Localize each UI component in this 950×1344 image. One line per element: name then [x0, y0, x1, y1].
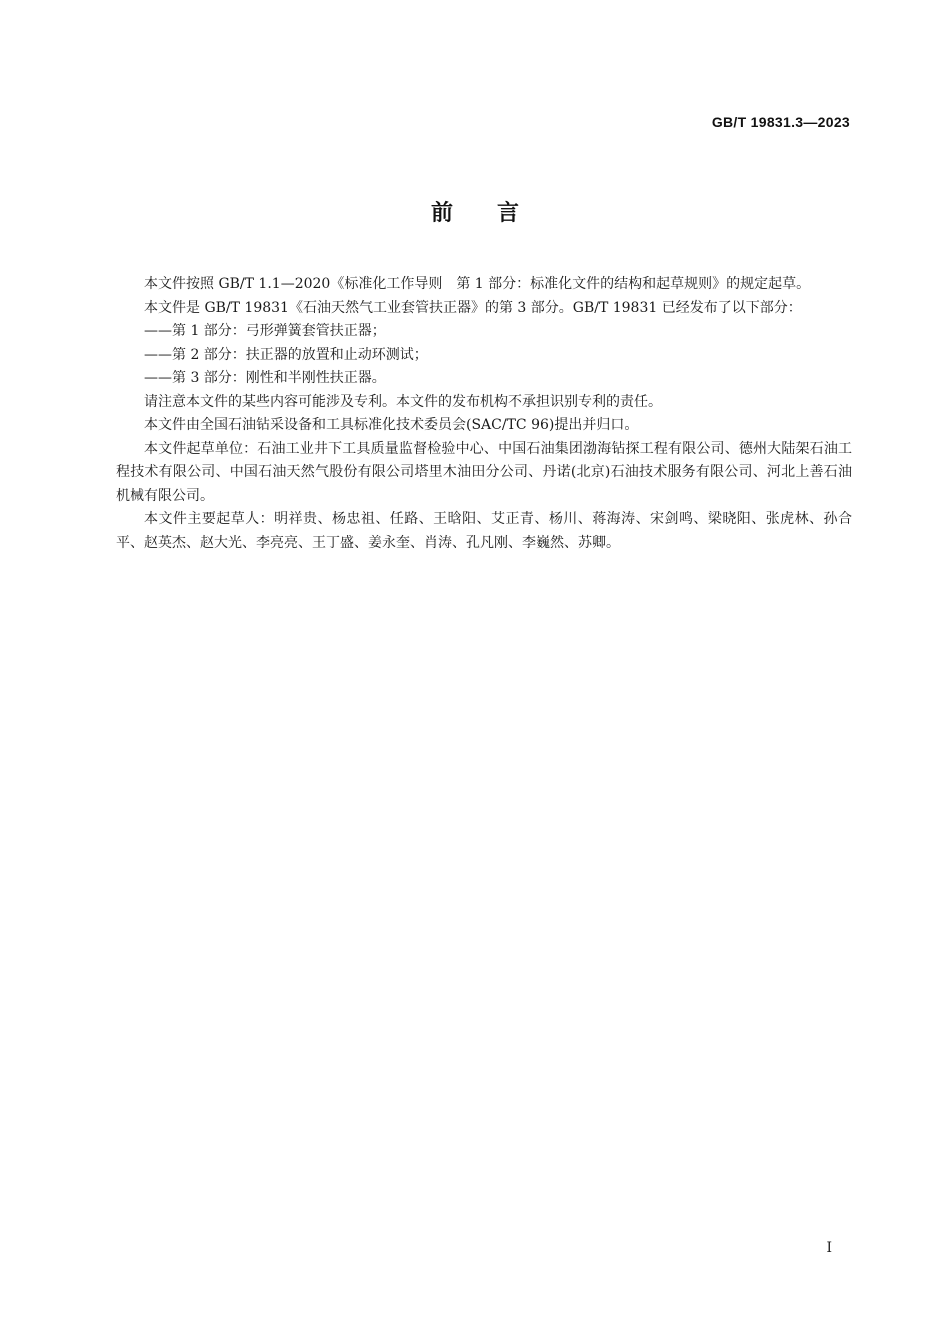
- paragraph-drafters: 本文件主要起草人：明祥贵、杨忠祖、任路、王晗阳、艾正青、杨川、蒋海涛、宋剑鸣、梁晓阳、张虎林、孙合平、赵英杰、赵大光、李亮亮、王丁盛、姜永奎、肖涛、孔凡刚、李巍然、苏卿。: [116, 511, 852, 551]
- paragraph-drafting-units: 本文件起草单位：石油工业井下工具质量监督检验中心、中国石油集团渤海钻探工程有限公司、德州大陆架石油工程技术有限公司、中国石油天然气股份有限公司塔里木油田分公司、丹诺(北京)石油技术服务有限公司、河北上善石油机械有限公司。: [116, 440, 852, 504]
- paragraph-committee: 本文件由全国石油钻采设备和工具标准化技术委员会(SAC/TC 96)提出并归口。: [144, 417, 639, 433]
- list-item-part-1: ——第 1 部分：弓形弹簧套管扶正器；: [144, 323, 386, 339]
- page-number: I: [826, 1240, 832, 1256]
- paragraph-drafting-rules: 本文件按照 GB/T 1.1—2020《标准化工作导则 第 1 部分：标准化文件的结构和起草规则》的规定起草。: [144, 276, 811, 292]
- paragraph-patent-notice: 请注意本文件的某些内容可能涉及专利。本文件的发布机构不承担识别专利的责任。: [144, 393, 662, 410]
- page-title: 前言: [430, 201, 563, 226]
- list-item-part-2: ——第 2 部分：扶正器的放置和止动环测试；: [144, 346, 428, 363]
- paragraph-series-info: 本文件是 GB/T 19831《石油天然气工业套管扶正器》的第 3 部分。GB/T 19831 已经发布了以下部分：: [144, 299, 802, 316]
- foreword-body: [116, 273, 852, 555]
- standard-code: GB/T 19831.3—2023: [711, 114, 850, 130]
- list-item-part-3: ——第 3 部分：刚性和半刚性扶正器。: [144, 370, 386, 386]
